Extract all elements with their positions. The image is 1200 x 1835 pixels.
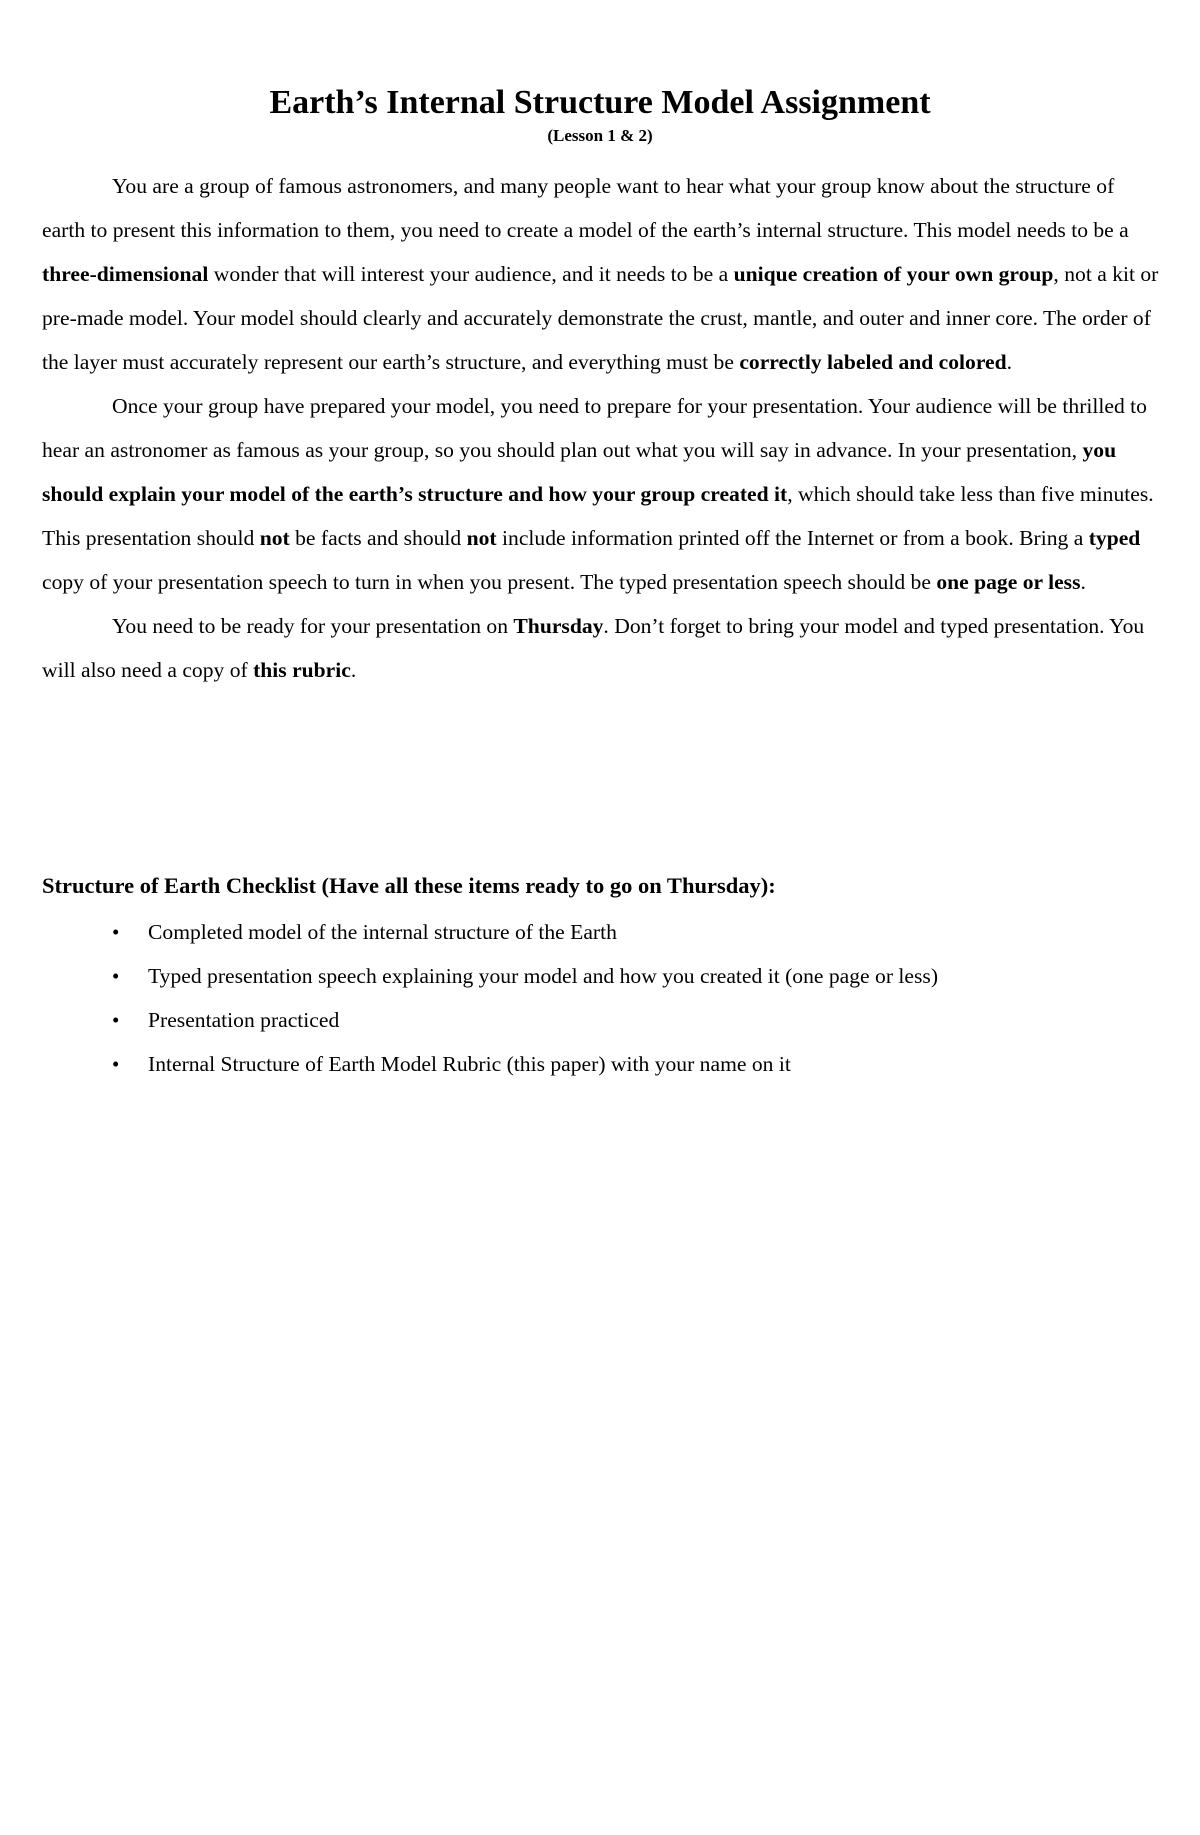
checklist-item (42, 1042, 1160, 1086)
emphasis-text: not (259, 526, 290, 550)
emphasis-text: you should explain your model of the earth’s structure and how your group created it (42, 438, 1117, 506)
paragraph-text: . (1080, 570, 1086, 594)
checklist-heading: Structure of Earth Checklist (Have all these items ready to go on Thursday): (42, 873, 776, 898)
document-subtitle: (Lesson 1 & 2) (547, 126, 653, 145)
emphasis-text: unique creation of your own group (733, 262, 1054, 286)
paragraph-text: copy of your presentation speech to turn in when you present. The typed presentation speech should be (42, 570, 937, 594)
paragraph-due-date (42, 604, 1160, 692)
paragraph-model-instructions (42, 164, 1160, 384)
paragraph-text: . Don’t forget to bring your model and typed presentation. You will also need a copy of (42, 614, 1145, 682)
checklist-item-text: Typed presentation speech explaining your model and how you created it (one page or less) (148, 964, 939, 988)
emphasis-text: three-dimensional (42, 262, 209, 286)
paragraph-text: You are a group of famous astronomers, and many people want to hear what your group know about the structure of earth to present this information to them, you need to create a model of the earth’s internal structure. This model needs to be a (42, 174, 1129, 242)
paragraph-text: . (1006, 350, 1013, 374)
document-title: Earth’s Internal Structure Model Assignment (269, 84, 931, 121)
bullet-icon: • (112, 1052, 120, 1076)
paragraph-text: wonder that will interest your audience, and it needs to be a (208, 262, 734, 286)
paragraph-text: , not a kit or pre-made model. Your model should clearly and accurately demonstrate the crust, mantle, and outer and inner core. The order of the layer must accurately represent our earth’s structure, and everything must be (42, 262, 1159, 374)
emphasis-text: correctly labeled and colored (739, 350, 1007, 374)
checklist-item-text: Presentation practiced (148, 1008, 340, 1032)
checklist-item (42, 998, 1160, 1042)
emphasis-text: one page or less (936, 570, 1081, 594)
paragraph-text: include information printed off the Internet or from a book. Bring a (496, 526, 1089, 550)
bullet-icon: • (112, 1008, 120, 1032)
emphasis-text: not (466, 526, 497, 550)
paragraph-presentation-instructions (42, 384, 1160, 604)
paragraph-text: . (350, 658, 357, 682)
emphasis-text: Thursday (513, 614, 604, 638)
emphasis-text: typed (1088, 526, 1141, 550)
checklist-section (42, 870, 1160, 1086)
emphasis-text: this rubric (253, 658, 351, 682)
checklist-item-text: Completed model of the internal structure of the Earth (148, 920, 617, 944)
paragraph-text: be facts and should (289, 526, 467, 550)
paragraph-text: You need to be ready for your presentation on (112, 614, 514, 638)
paragraph-text: Once your group have prepared your model, you need to prepare for your presentation. Your audience will be thrilled to hear an astronomer as famous as your group, so you should plan out what you will say in advance. In your presentation, (42, 394, 1147, 462)
checklist-item-text: Internal Structure of Earth Model Rubric (this paper) with your name on it (148, 1052, 791, 1076)
bullet-icon: • (112, 920, 120, 944)
bullet-icon: • (112, 964, 120, 988)
paragraph-text: , which should take less than five minutes. This presentation should (42, 482, 1154, 550)
assignment-body (42, 164, 1160, 692)
checklist-item (42, 954, 1160, 998)
checklist-list (42, 910, 1160, 1086)
checklist-item (42, 910, 1160, 954)
